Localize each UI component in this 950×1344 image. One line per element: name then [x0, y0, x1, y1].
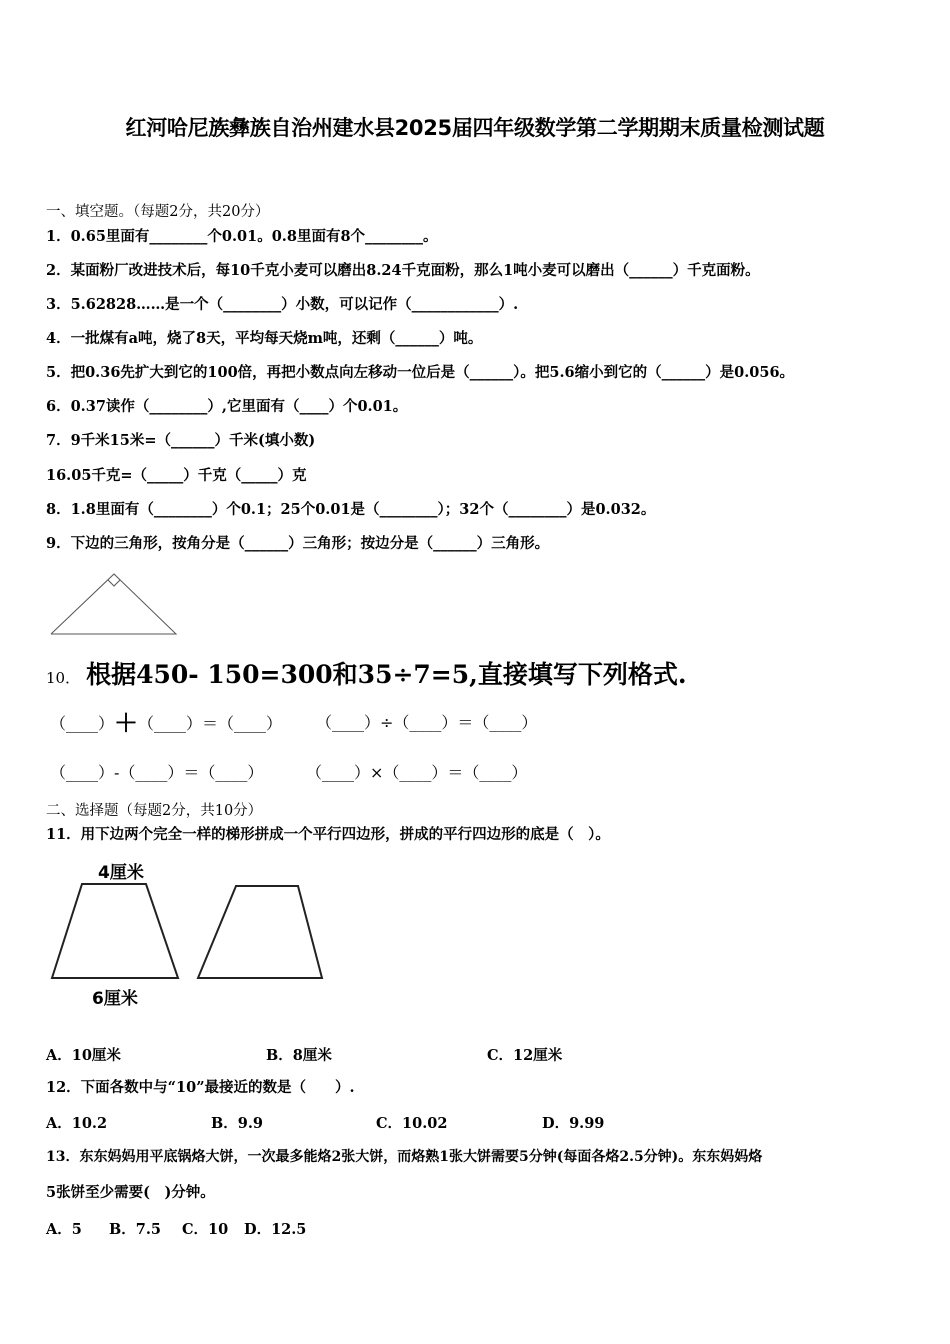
q13-option-a: A．5	[46, 1221, 82, 1238]
formula-addition	[50, 708, 283, 737]
question-7: 7．9千米15米=（______）千米(填小数)	[46, 432, 316, 449]
q12-option-d: D．9.99	[542, 1115, 605, 1132]
question-9: 9．下边的三角形，按角分是（______）三角形；按边分是（______）三角形。	[46, 535, 550, 552]
question-1: 1．0.65里面有________个0.01。0.8里面有8个________。	[46, 228, 438, 245]
blank: （____）	[50, 714, 115, 733]
formula-division: （____）÷（____）＝（____）	[316, 713, 538, 732]
question-10-text: 根据450- 150=300和35÷7=5,直接填写下列格式.	[86, 660, 687, 689]
plus-sign: ＋	[114, 708, 139, 737]
question-7b: 16.05千克=（_____）千克（_____）克	[46, 467, 307, 484]
trapezoid-top-label: 4厘米	[98, 863, 144, 883]
q11-option-c: C．12厘米	[487, 1047, 563, 1064]
q13-option-c: C．10	[182, 1221, 229, 1238]
page-title: 红河哈尼族彝族自治州建水县2025届四年级数学第二学期期末质量检测试题	[125, 116, 825, 140]
q13-option-d: D．12.5	[244, 1221, 307, 1238]
q11-option-b: B．8厘米	[266, 1047, 332, 1064]
section-choice-heading: 二、选择题（每题2分，共10分）	[46, 803, 263, 819]
question-10-number: 10．	[46, 669, 81, 687]
q12-option-a: A．10.2	[46, 1115, 108, 1132]
question-11: 11．用下边两个完全一样的梯形拼成一个平行四边形，拼成的平行四边形的底是（ ）。	[46, 826, 610, 843]
q13-option-b: B．7.5	[109, 1221, 161, 1238]
trapezoid-bottom-label: 6厘米	[92, 989, 138, 1009]
q12-option-b: B．9.9	[211, 1115, 263, 1132]
question-10	[46, 660, 687, 693]
question-5: 5．把0.36先扩大到它的100倍，再把小数点向左移动一位后是（______）。把5.6缩小到它的（______）是0.056。	[46, 364, 795, 381]
question-2: 2．某面粉厂改进技术后，每10千克小麦可以磨出8.24千克面粉，那么1吨小麦可以磨出（______）千克面粉。	[46, 262, 760, 279]
question-6: 6．0.37读作（________）,它里面有（____）个0.01。	[46, 398, 408, 415]
q11-option-a: A．10厘米	[46, 1047, 121, 1064]
question-3: 3．5.62828……是一个（________）小数，可以记作（____________）.	[46, 296, 519, 313]
formula-multiplication: （____）×（____）＝（____）	[306, 763, 528, 782]
question-13-line2: 5张饼至少需要( )分钟。	[46, 1184, 215, 1201]
question-13-line1: 13．东东妈妈用平底锅烙大饼，一次最多能烙2张大饼，而烙熟1张大饼需要5分钟(每面各烙2.5分钟)。东东妈妈烙	[46, 1149, 763, 1165]
trapezoid-figures	[46, 860, 346, 1010]
section-fill-blank-heading: 一、填空题。（每题2分，共20分）	[46, 204, 270, 220]
blank-equation: （____）＝（____）	[138, 714, 283, 733]
right-triangle-figure	[48, 568, 188, 638]
question-8: 8．1.8里面有（________）个0.1；25个0.01是（________）；32个（________）是0.032。	[46, 501, 656, 518]
q12-option-c: C．10.02	[376, 1115, 448, 1132]
question-4: 4．一批煤有a吨，烧了8天，平均每天烧m吨，还剩（______）吨。	[46, 330, 483, 347]
question-12: 12．下面各数中与“10”最接近的数是（ ）.	[46, 1079, 355, 1096]
formula-subtraction: （____）-（____）＝（____）	[50, 763, 264, 782]
